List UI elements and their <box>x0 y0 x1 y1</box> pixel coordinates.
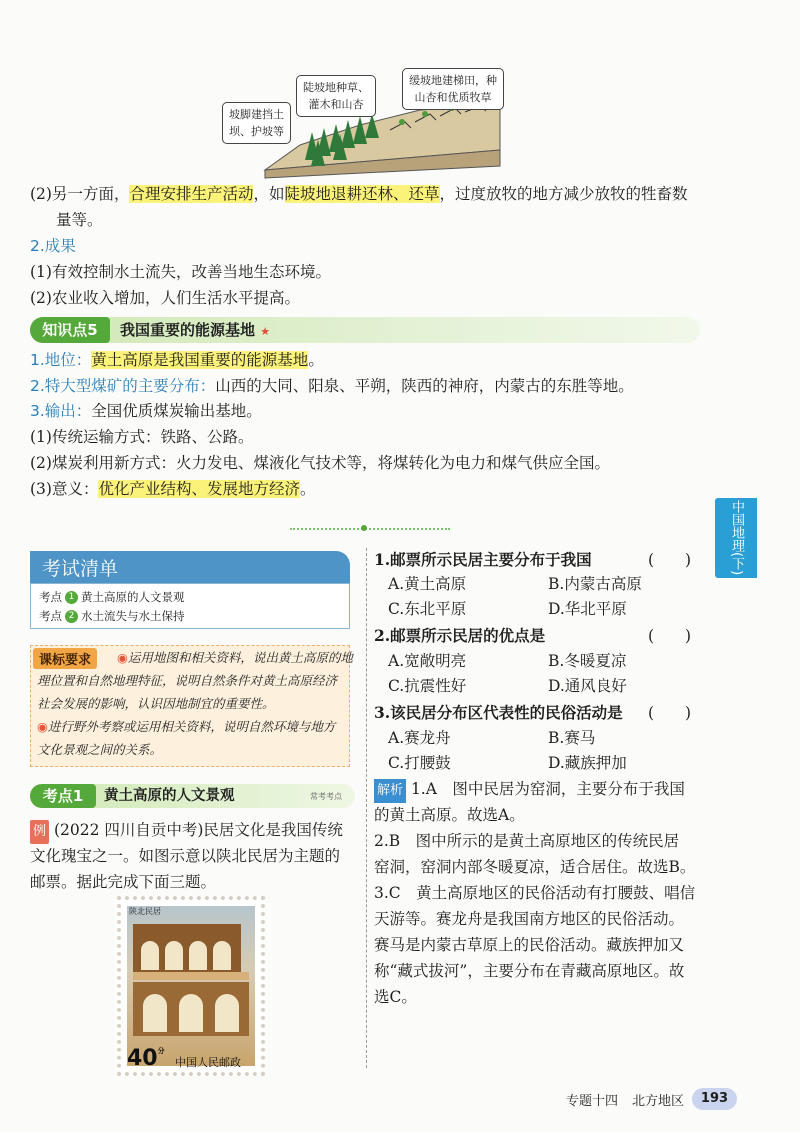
text: 。 <box>308 351 324 369</box>
text: (2022 四川自贡中考)民居文化是我国传统 <box>53 821 343 839</box>
stamp-country: 中国人民邮政 <box>175 1056 241 1069</box>
result-item-2: (2)农业收入增加，人们生活水平提高。 <box>30 289 300 307</box>
callout-line: 陡坡地种草、 <box>303 81 369 94</box>
callout-line: 山杏和优质牧草 <box>414 91 492 104</box>
example-line-1 <box>30 818 343 844</box>
page-number: 193 <box>692 1088 737 1110</box>
req-line <box>37 715 335 738</box>
callout-steep-slope <box>296 75 376 117</box>
analysis-line: 赛马是内蒙古草原上的民俗活动。藏族押加又 <box>374 936 685 954</box>
point-number: 1 <box>65 591 78 604</box>
analysis-line: 的黄土高原。故选A。 <box>374 806 525 824</box>
kp5-output <box>30 400 262 422</box>
star-icon: ★ <box>260 325 271 338</box>
exam-point-1 <box>39 589 185 605</box>
column-divider <box>366 548 367 1068</box>
bullet-icon: ◉ <box>117 650 128 665</box>
kp5-title-text: 我国重要的能源基地 <box>120 321 256 339</box>
callout-gentle-slope <box>402 68 504 110</box>
option: A.赛龙舟 <box>388 729 451 747</box>
kp5-item-1: (1)传统运输方式：铁路、公路。 <box>30 428 254 446</box>
section-divider <box>290 528 450 530</box>
option: B.内蒙古高原 <box>548 575 642 593</box>
req-line: 文化景观之间的关系。 <box>37 742 163 757</box>
option: C.打腰鼓 <box>388 754 451 772</box>
analysis-line: 窑洞，窑洞内部冬暖夏凉，适合居住。故选B。 <box>374 858 696 876</box>
highlight: 合理安排生产活动 <box>129 185 254 203</box>
option: D.通风良好 <box>548 677 627 695</box>
analysis-line: 称“藏式拔河”，主要分布在青藏高原地区。故 <box>374 962 685 980</box>
label: 1.地位： <box>30 351 92 369</box>
callout-foot-of-slope <box>222 102 291 144</box>
requirements-tag: 课标要求 <box>33 648 97 669</box>
kaodian1-note: 常考考点 <box>310 792 342 801</box>
highlight: 黄土高原是我国重要的能源基地 <box>91 351 309 369</box>
req-line: 社会发展的影响，认识因地制宜的重要性。 <box>37 696 275 711</box>
result-item-1: (1)有效控制水土流失，改善当地生态环境。 <box>30 263 331 281</box>
answer-paren: ( ) <box>648 704 692 722</box>
curriculum-requirements <box>30 645 353 767</box>
text: ，如 <box>253 185 285 203</box>
analysis-line-1 <box>374 777 685 803</box>
option: D.华北平原 <box>548 600 627 618</box>
option: B.赛马 <box>548 729 596 747</box>
stamp-corner-label: 陕北民居 <box>129 907 161 916</box>
text: 山西的大同、阳泉、平朔，陕西的神府，内蒙古的东胜等地。 <box>215 377 634 395</box>
stem: 2.邮票所示民居的优点是 <box>374 626 546 645</box>
unit: 分 <box>157 1047 165 1055</box>
footer-topic: 专题十四 <box>566 1094 619 1109</box>
option: A.宽敞明亮 <box>388 652 467 670</box>
analysis-tag: 解析 <box>374 779 406 803</box>
kaodian1-tag: 考点1 <box>30 784 96 808</box>
kaodian1-title: 黄土高原的人文景观 <box>104 788 235 804</box>
analysis-line: 2.B 图中所示的是黄土高原地区的传统民居 <box>374 832 680 850</box>
text: 1.A 图中民居为窑洞，主要分布于我国 <box>406 780 685 798</box>
req-line: 理位置和自然地理特征，说明自然条件对黄土高原经济 <box>37 673 338 688</box>
label: 3.输出： <box>30 402 92 420</box>
kp5-item-3 <box>30 478 316 500</box>
callout-line: 灌木和山杏 <box>308 98 364 111</box>
option: D.藏族押加 <box>548 754 627 772</box>
question-3-stem <box>374 701 623 725</box>
results-heading: 2.成果 <box>30 237 76 255</box>
question-1-stem <box>374 548 592 572</box>
callout-line: 缓坡地建梯田，种 <box>409 74 497 87</box>
question-2-stem <box>374 624 545 648</box>
label: 2.特大型煤矿的主要分布： <box>30 377 216 395</box>
kp5-title <box>120 317 270 345</box>
req-text: 运用地图和相关资料，说出黄土高原的地 <box>127 650 353 665</box>
exam-list-box <box>30 583 350 629</box>
option: A.黄土高原 <box>388 575 467 593</box>
text: (3)意义： <box>30 480 99 498</box>
callout-line: 坝、护坡等 <box>229 125 284 138</box>
option: C.东北平原 <box>388 600 467 618</box>
point-number: 2 <box>65 610 78 623</box>
measure-item-2 <box>30 183 688 205</box>
cave-dwelling-drawing <box>129 920 253 1040</box>
highlight: 陡坡地退耕还林、还草 <box>284 185 440 203</box>
text: ，过度放牧的地方减少放牧的牲畜数 <box>439 185 688 203</box>
exam-list-title: 考试清单 <box>42 558 119 580</box>
highlight: 优化产业结构、发展地方经济 <box>98 480 300 498</box>
stamp-image <box>117 896 265 1076</box>
kp5-item-2: (2)煤炭利用新方式：火力发电、煤液化气技术等，将煤转化为电力和煤气供应全国。 <box>30 454 610 472</box>
point-text: 水土流失与水土保持 <box>81 609 185 623</box>
side-tab-chinese-geography[interactable]: 中国地理(下) <box>715 498 757 578</box>
answer-paren: ( ) <box>648 551 692 569</box>
req-text: 进行野外考察或运用相关资料，说明自然环境与地方 <box>47 719 336 734</box>
value: 40 <box>127 1046 158 1071</box>
example-tag: 例 <box>30 820 49 844</box>
analysis-line: 选C。 <box>374 988 417 1006</box>
stamp-value <box>127 1046 165 1071</box>
bullet-icon: ◉ <box>37 719 48 734</box>
exam-point-2 <box>39 608 185 624</box>
exam-list-header <box>30 551 350 583</box>
stem: 1.邮票所示民居主要分布于我国 <box>374 550 592 569</box>
point-text: 黄土高原的人文景观 <box>81 590 185 604</box>
stem: 3.该民居分布区代表性的民俗活动是 <box>374 703 623 722</box>
divider-dot <box>361 525 367 531</box>
req-line <box>117 646 353 669</box>
option: C.抗震性好 <box>388 677 467 695</box>
text: (2)另一方面， <box>30 185 130 203</box>
kp5-tag: 知识点5 <box>30 317 110 343</box>
footer-region: 北方地区 <box>632 1094 685 1109</box>
label: 考点 <box>39 590 62 604</box>
callout-line: 坡脚建挡土 <box>229 108 284 121</box>
example-line-2: 文化瑰宝之一。如图示意以陕北民居为主题的 <box>30 847 341 865</box>
measure-item-2-cont: 量等。 <box>56 211 103 229</box>
analysis-line: 3.C 黄土高原地区的民俗活动有打腰鼓、唱信 <box>374 884 696 902</box>
example-line-3: 邮票。据此完成下面三题。 <box>30 873 217 891</box>
answer-paren: ( ) <box>648 627 692 645</box>
text: 。 <box>299 480 316 498</box>
kp5-coal <box>30 375 634 397</box>
analysis-line: 天游等。赛龙舟是我国南方地区的民俗活动。 <box>374 910 685 928</box>
label: 考点 <box>39 609 62 623</box>
option: B.冬暖夏凉 <box>548 652 627 670</box>
kp5-location <box>30 349 324 371</box>
text: 全国优质煤炭输出基地。 <box>91 402 262 420</box>
